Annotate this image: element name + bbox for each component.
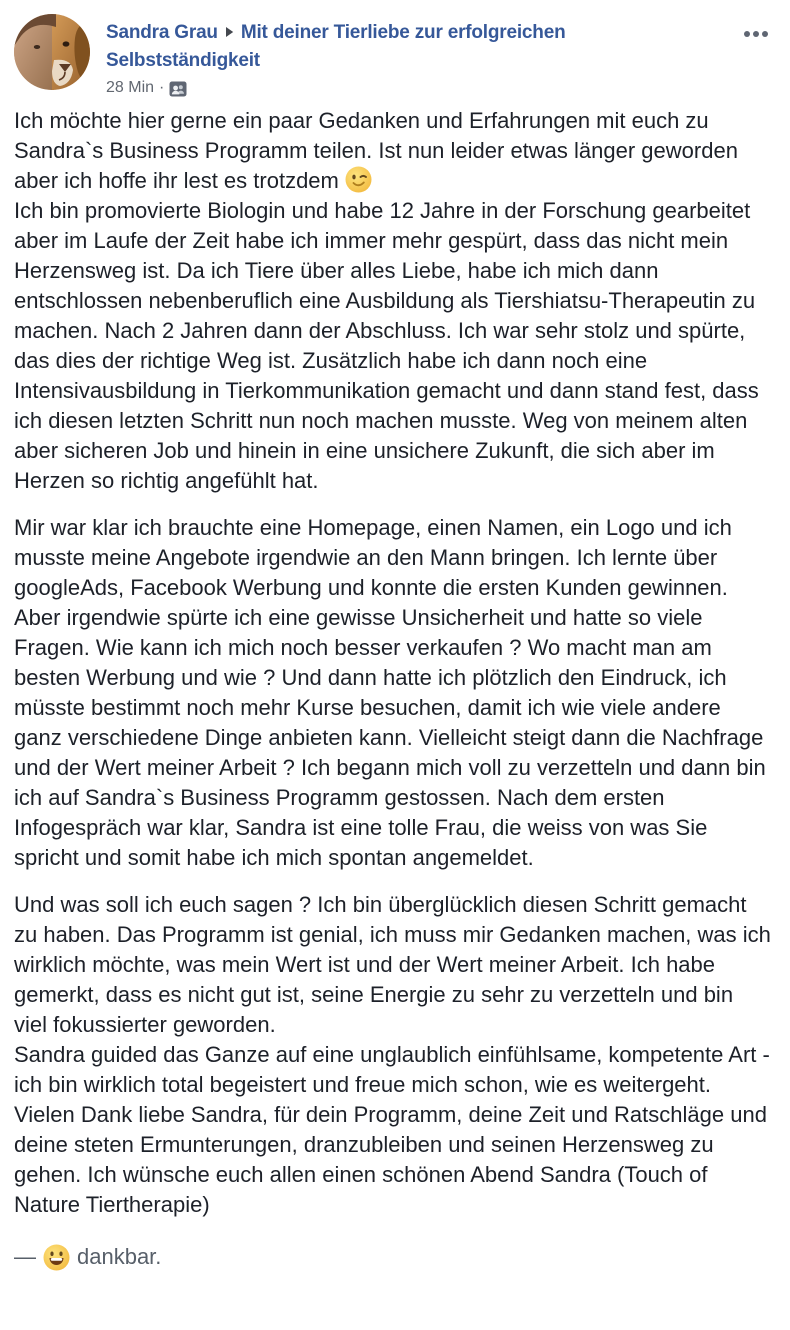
avatar[interactable] (14, 14, 90, 90)
caret-right-icon (225, 19, 234, 47)
post-paragraph (14, 890, 772, 1220)
post-header (14, 14, 772, 97)
post-paragraph (14, 106, 772, 496)
ellipsis-icon (753, 31, 759, 37)
timestamp[interactable]: 28 Min (106, 79, 155, 96)
post-meta (106, 79, 708, 97)
post-paragraph (14, 513, 772, 873)
post-body (14, 106, 772, 1272)
avatar-image (14, 14, 90, 90)
feeling-text[interactable]: dankbar. (77, 1244, 162, 1269)
ellipsis-icon (762, 31, 768, 37)
winking-face-emoji (345, 166, 372, 193)
post-options-button[interactable] (742, 26, 770, 42)
paragraph-text: Mir war klar ich brauchte eine Homepage, einen Namen, ein Logo und ich musste meine Angebote irgendwie an den Mann bringen. Ich lernte über googleAds, Facebook Werbung und konnte die ersten Kunden gewinnen. Aber irgendwie spürte ich eine gewisse Unsicherheit und hatte so viele Fragen. Wie kann ich mich noch besser verkaufen ? Wo macht man am besten Werbung und wie ? Und dann hatte ich plötzlich den Eindruck, ich müsste bestimmt noch mehr Kurse besuchen, damit ich wie viele andere ganz verschiedene Dinge anbieten kann. Vielleicht steigt dann die Nachfrage und der Wert meiner Arbeit ? Ich begann mich voll zu verzetteln und dann bin ich auf Sandra`s Business Programm gestossen. Nach dem ersten Infogespräch war klar, Sandra ist eine tolle Frau, die weiss von was Sie spricht und somit habe ich mich spontan angemeldet. (14, 515, 766, 870)
grinning-face-emoji (43, 1244, 70, 1271)
paragraph-text: Und was soll ich euch sagen ? Ich bin überglücklich diesen Schritt gemacht zu haben. Das Programm ist genial, ich muss mir Gedanken machen, was ich wirklich möchte, was mein Wert ist und der Wert meiner Arbeit. Ich habe gemerkt, dass es nicht gut ist, seine Energie zu sehr zu verzetteln und bin viel fokussierter geworden. (14, 892, 771, 1037)
header-main (106, 14, 772, 97)
paragraph-text: Sandra guided das Ganze auf eine unglaublich einfühlsame, kompetente Art - ich bin wirklich total begeistert und freue mich schon, wie es weitergeht. Vielen Dank liebe Sandra, für dein Programm, deine Zeit und Ratschläge und deine steten Ermunterungen, dranzubleiben und seinen Herzensweg zu gehen. Ich wünsche euch allen einen schönen Abend Sandra (Touch of Nature Tiertherapie) (14, 1042, 770, 1217)
paragraph-text: Ich bin promovierte Biologin und habe 12 Jahre in der Forschung gearbeitet aber im Laufe der Zeit habe ich immer mehr gespürt, dass das nicht mein Herzensweg ist. Da ich Tiere über alles Liebe, habe ich mich dann entschlossen nebenberuflich eine Ausbildung als Tiershiatsu-Therapeutin zu machen. Nach 2 Jahren dann der Abschluss. Ich war sehr stolz und spürte, das dies der richtige Weg ist. Zusätzlich habe ich dann noch eine Intensivausbildung in Tierkommunikation gemacht und dann stand fest, dass ich diesen letzten Schritt nun noch machen musste. Weg von meinem alten aber sicheren Job und hinein in eine unsichere Zukunft, die sich aber im Herzen so richtig angefühlt hat. (14, 198, 759, 493)
group-privacy-icon (169, 81, 187, 97)
author-link[interactable]: Sandra Grau (106, 22, 218, 43)
meta-separator: · (159, 79, 165, 96)
feeling-line (14, 1242, 772, 1272)
group-link[interactable]: Mit deiner Tierliebe zur erfolgreichen Selbstständigkeit (106, 22, 566, 71)
paragraph-text: Ich möchte hier gerne ein paar Gedanken und Erfahrungen mit euch zu Sandra`s Business Programm teilen. Ist nun leider etwas länger geworden aber ich hoffe ihr lest es trotzdem (14, 108, 738, 193)
ellipsis-icon (744, 31, 750, 37)
post-title (106, 19, 708, 75)
feeling-dash: — (14, 1244, 36, 1269)
